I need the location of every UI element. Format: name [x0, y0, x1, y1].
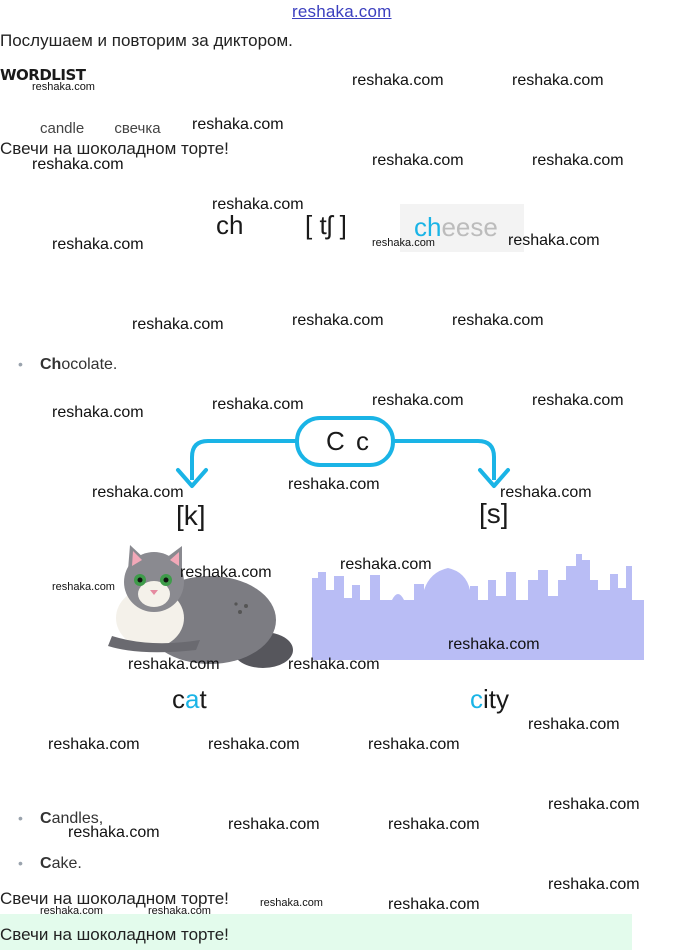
watermark: reshaka.com [212, 196, 304, 213]
watermark: reshaka.com [92, 484, 184, 501]
cut-word-ru: свечка [114, 120, 161, 137]
left-arrow [192, 441, 297, 480]
city-c: c [470, 684, 483, 714]
watermark: reshaka.com [528, 716, 620, 733]
city-rest: ity [483, 684, 509, 714]
watermark: reshaka.com [40, 905, 103, 917]
watermark: reshaka.com [228, 816, 320, 833]
watermark: reshaka.com [508, 232, 600, 249]
bullet-first-letter: C [40, 855, 52, 872]
bullet-rest: ake. [51, 855, 82, 872]
ch-transcription: [ tʃ ] [305, 210, 347, 240]
caption-highlighted: Свечи на шоколадном торте! [0, 925, 229, 944]
watermark: reshaka.com [452, 312, 544, 329]
watermark: reshaka.com [192, 116, 284, 133]
watermark: reshaka.com [532, 392, 624, 409]
intro-text: Послушаем и повторим за диктором. [0, 31, 293, 50]
watermark: reshaka.com [148, 905, 211, 917]
right-arrow [393, 441, 494, 480]
transcription-s: [s] [479, 498, 509, 529]
watermark: reshaka.com [532, 152, 624, 169]
watermark: reshaka.com [292, 312, 384, 329]
watermark: reshaka.com [500, 484, 592, 501]
watermark: reshaka.com [52, 404, 144, 421]
watermark: reshaka.com [548, 876, 640, 893]
cat-a: a [185, 684, 200, 714]
watermark: reshaka.com [372, 392, 464, 409]
transcription-k: [k] [176, 500, 206, 531]
watermark: reshaka.com [548, 796, 640, 813]
watermark: reshaka.com [132, 316, 224, 333]
cut-word-en: candle [40, 120, 85, 137]
bullet-first-letters: Ch [40, 356, 62, 373]
watermark: reshaka.com [448, 636, 540, 653]
watermark: reshaka.com [512, 72, 604, 89]
watermark: reshaka.com [128, 656, 220, 673]
watermark: reshaka.com [52, 236, 144, 253]
watermark: reshaka.com [180, 564, 272, 581]
watermark: reshaka.com [388, 816, 480, 833]
watermark: reshaka.com [388, 896, 480, 913]
wordlist-title: WORDLIST [0, 66, 86, 84]
caption-second: Свечи на шоколадном торте! [0, 889, 229, 908]
cat-c: c [172, 684, 185, 714]
watermark: reshaka.com [288, 656, 380, 673]
letter-cc: C c [326, 426, 371, 456]
watermark: reshaka.com [208, 736, 300, 753]
word-city [470, 684, 509, 715]
watermark: reshaka.com [340, 556, 432, 573]
ch-letters: ch [216, 210, 244, 240]
site-link[interactable]: reshaka.com [292, 2, 392, 21]
caption-first: Свечи на шоколадном торте! [0, 139, 229, 158]
watermark: reshaka.com [212, 396, 304, 413]
watermark: reshaka.com [288, 476, 380, 493]
bullet-rest: ocolate. [61, 356, 118, 373]
watermark: reshaka.com [260, 897, 323, 909]
cheese-rest: eese [441, 212, 498, 242]
bullet-rest: andles, [51, 810, 104, 827]
watermark: reshaka.com [372, 237, 435, 249]
watermark: reshaka.com [352, 72, 444, 89]
bullet-first-letter: C [40, 810, 52, 827]
watermark: reshaka.com [32, 81, 95, 93]
word-cat [172, 684, 207, 715]
cheese-highlight: ch [414, 212, 442, 242]
watermark: reshaka.com [52, 581, 115, 593]
watermark: reshaka.com [368, 736, 460, 753]
watermark: reshaka.com [32, 156, 124, 173]
watermark: reshaka.com [68, 824, 160, 841]
watermark: reshaka.com [48, 736, 140, 753]
cat-t: t [199, 684, 207, 714]
list-item [40, 855, 82, 873]
watermark: reshaka.com [372, 152, 464, 169]
